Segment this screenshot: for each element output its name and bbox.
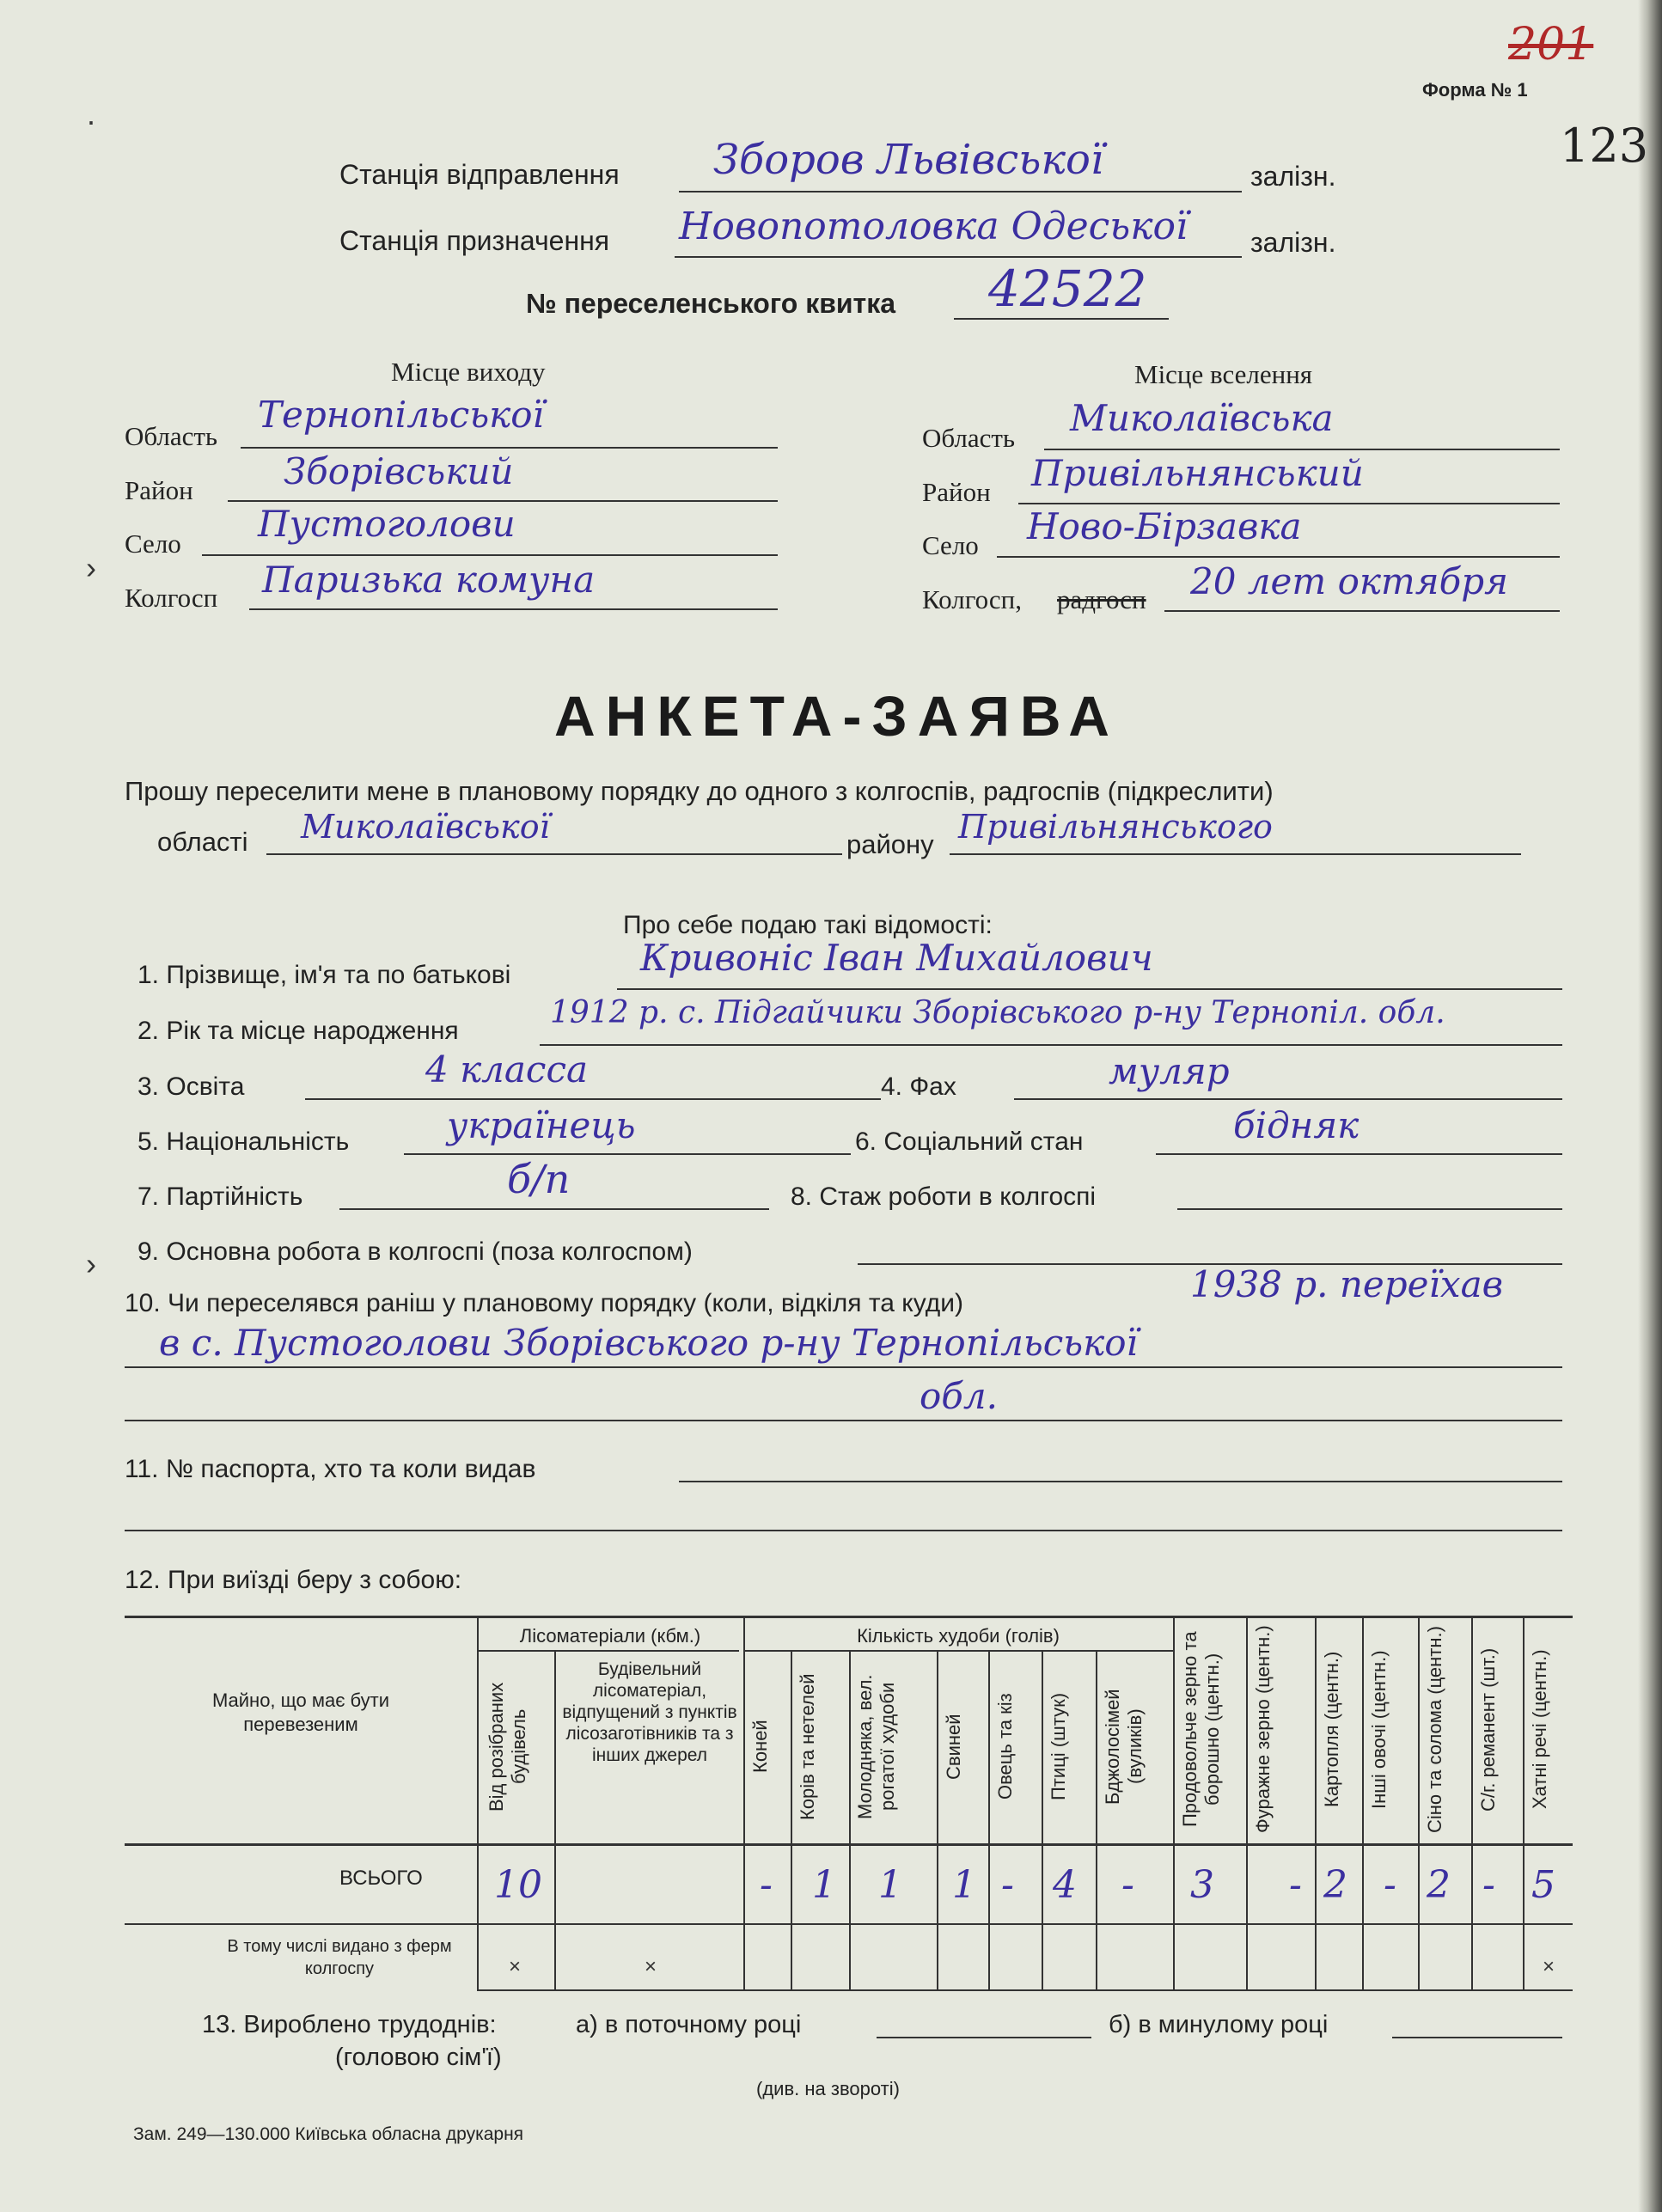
workdays-current-line [877,2037,1091,2038]
table-vline-1 [477,1616,479,1989]
departure-suffix: залізн. [1250,161,1336,192]
departure-value: Зборов Львівської [713,136,1104,184]
col-sheep: Овець та кіз [994,1693,1016,1800]
cattle-group-line [743,1650,1173,1652]
group-lumber: Лісоматеріали (кбм.) [519,1625,701,1647]
table-vline-2 [554,1650,556,1989]
table-vline-5 [849,1650,851,1989]
total-household: 5 [1531,1863,1555,1907]
dest-raion-label: Район [922,477,991,507]
col-from-dismantled: Від розібраних будівель [486,1682,529,1812]
dest-radhosp-struck: радгосп [1057,584,1146,614]
dest-oblast-line [1044,449,1560,450]
field-10-value-1: 1938 р. переїхав [1190,1263,1504,1305]
origin-heading: Місце виходу [391,357,546,387]
field-5-line [404,1153,851,1155]
total-bees: - [1121,1863,1134,1907]
field-7-line [339,1208,769,1210]
total-young-cattle: 1 [878,1863,902,1907]
table-vline-4 [791,1650,792,1989]
col-grain: Продовольче зерно та борошно (центн.) [1179,1631,1223,1828]
field-6-value: бідняк [1233,1104,1360,1146]
field-4-value: муляр [1109,1050,1230,1092]
table-vline-7 [988,1650,990,1989]
field-5-value: українець [447,1104,636,1146]
origin-oblast-line [241,447,778,449]
total-hay: 2 [1427,1863,1451,1907]
field-3-label: 3. Освіта [137,1072,245,1101]
request-oblast-value: Миколаївської [301,808,550,846]
col-potato: Картопля (центн.) [1321,1651,1342,1808]
table-vline-11 [1246,1616,1248,1989]
field-2-value: 1912 р. с. Підгайчики Зборівського р-ну Тернопіл. обл. [550,995,1445,1030]
table-top-border [125,1616,1573,1618]
about-heading: Про себе подаю такі відомості: [623,911,993,939]
dest-kolhosp-label: Колгосп, [922,584,1023,614]
origin-oblast-label: Область [125,421,218,451]
table-vline-10 [1173,1616,1175,1989]
destination-station-value: Новопотоловка Одеської [679,205,1188,248]
field-10-line-2 [125,1366,1562,1368]
total-fodder: - [1289,1863,1302,1907]
request-oblast-line [266,853,842,855]
field-4-label: 4. Фах [881,1072,956,1101]
field-1-line [617,988,1562,990]
origin-selo-value: Пустоголови [258,503,516,545]
archive-number-struck: 201 [1508,19,1594,70]
workdays-label: 13. Вироблено трудоднів: [202,2011,497,2038]
total-vegetables: - [1384,1863,1396,1907]
lumber-group-line [477,1650,739,1652]
form-number-label: Форма № 1 [1422,79,1528,101]
printer-imprint: Зам. 249—130.000 Київська обласна друкарня [133,2124,524,2144]
total-poultry: 4 [1053,1863,1077,1907]
origin-selo-label: Село [125,529,181,559]
origin-selo-line [202,554,778,556]
origin-kolhosp-label: Колгосп [125,583,218,613]
form-title: АНКЕТА-ЗАЯВА [554,684,1120,748]
dest-kolhosp-line [1164,610,1560,612]
col-cows: Корів та нетелей [797,1673,818,1820]
total-implements: - [1482,1863,1495,1907]
total-pigs: 1 [952,1863,976,1907]
ticket-label: № переселенського квитка [526,288,896,319]
field-10-line-3 [125,1420,1562,1421]
field-4-line [1014,1098,1562,1100]
table-vline-9 [1096,1650,1097,1989]
total-sheep: - [1001,1863,1014,1907]
col-household: Хатні речі (центн.) [1529,1649,1550,1810]
margin-tick-mark-2: › [86,1246,96,1281]
dest-oblast-value: Миколаївська [1070,397,1334,439]
field-2-label: 2. Рік та місце народження [137,1017,459,1045]
origin-kolhosp-line [249,608,778,610]
see-back-note: (див. на звороті) [756,2078,900,2099]
departure-line [679,191,1242,192]
col-fodder: Фуражне зерно (центн.) [1252,1625,1274,1834]
farm-cross-building: × [645,1955,657,1978]
field-3-value: 4 класса [425,1048,589,1091]
field-1-value: Кривоніс Іван Михайлович [640,937,1153,979]
field-3-line [305,1098,881,1100]
request-text: Прошу переселити мене в плановому порядку до одного з колгоспів, радгоспів (підкреслити) [125,776,1274,806]
dest-raion-line [1018,503,1560,504]
field-7-label: 7. Партійність [137,1182,303,1211]
table-vline-15 [1471,1616,1473,1989]
total-grain: 3 [1190,1863,1214,1907]
page-edge-shadow [1638,0,1662,2212]
workdays-last-label: б) в минулому році [1109,2011,1329,2038]
dest-heading: Місце вселення [1134,359,1313,389]
row-total-label: ВСЬОГО [339,1867,423,1890]
field-10-value-3: обл. [920,1375,999,1417]
col-young-cattle: Молодняка, вел. рогатої худоби [854,1674,898,1819]
field-8-label: 8. Стаж роботи в колгоспі [791,1182,1097,1211]
col-vegetables: Інші овочі (центн.) [1368,1650,1390,1809]
table-vline-3 [743,1616,745,1989]
field-10-value-2: в с. Пустоголови Зборівського р-ну Тернопільської [159,1322,1138,1364]
destination-station-label: Станція призначення [339,225,610,256]
field-11-line-2 [125,1530,1562,1531]
field-7-value: б/п [507,1156,571,1202]
workdays-last-line [1392,2037,1562,2038]
origin-oblast-value: Тернопільської [258,394,544,436]
col-horses: Коней [749,1720,771,1774]
dest-oblast-label: Область [922,423,1016,453]
request-raion-label: району [846,829,934,859]
row-farm-label: В тому числі видано з ферм колгоспу [227,1937,452,1978]
origin-kolhosp-value: Паризька комуна [262,559,596,601]
group-cattle: Кількість худоби (голів) [857,1625,1060,1647]
col-poultry: Птиці (штук) [1048,1692,1069,1801]
field-6-label: 6. Соціальний стан [855,1127,1084,1156]
ticket-line [954,318,1169,320]
field-10-label: 10. Чи переселявся раніш у плановому порядку (коли, відкіля та куди) [125,1289,964,1317]
table-vline-8 [1042,1650,1043,1989]
farm-row-bottom [477,1989,1573,1991]
col-property: Майно, що має бути перевезеним [211,1690,390,1735]
dest-selo-line [997,556,1560,558]
request-raion-line [950,853,1521,855]
field-5-label: 5. Національність [137,1127,350,1156]
dest-kolhosp-value: 20 лет октября [1190,560,1508,602]
destination-station-line [675,256,1242,258]
table-vline-16 [1523,1616,1525,1989]
col-hay: Сіно та солома (центн.) [1424,1626,1445,1833]
col-building-lumber: Будівельний лісоматеріал, відпущений з пунктів лісозаготівників та з інших джерел [562,1659,737,1765]
table-vline-6 [937,1650,938,1989]
archive-number: 123 [1560,119,1649,173]
col-bees: Бджолосімей (вуликів) [1102,1689,1146,1805]
ticket-value: 42522 [988,260,1147,318]
field-8-line [1177,1208,1562,1210]
field-11-label: 11. № паспорта, хто та коли видав [125,1455,536,1483]
margin-tick-mark: › [86,550,96,585]
dest-selo-label: Село [922,530,979,560]
destination-station-suffix: залізн. [1250,227,1336,258]
col-implements: С/г. реманент (шт.) [1477,1647,1499,1812]
field-2-line [540,1044,1562,1046]
table-vline-13 [1362,1616,1364,1989]
field-12-label: 12. При виїзді беру з собою: [125,1566,462,1594]
total-cows: 1 [812,1863,836,1907]
farm-cross-household: × [1543,1955,1555,1978]
request-oblast-label: області [157,827,248,857]
workdays-sub: (головою сім'ї) [335,2044,502,2071]
field-1-label: 1. Прізвище, ім'я та по батькові [137,961,511,989]
workdays-current-label: а) в поточному році [576,2011,802,2038]
origin-raion-line [228,500,778,502]
farm-cross-dismantled: × [509,1955,522,1978]
origin-raion-value: Зборівський [284,450,514,492]
total-potato: 2 [1323,1863,1347,1907]
total-from-dismantled: 10 [494,1863,542,1907]
dest-selo-value: Ново-Бірзавка [1027,505,1302,547]
total-horses: - [760,1863,773,1907]
table-vline-12 [1315,1616,1317,1989]
field-6-line [1156,1153,1562,1155]
hole-punch-mark: · [86,103,96,138]
departure-label: Станція відправлення [339,159,620,190]
dest-raion-value: Привільнянський [1031,452,1364,494]
request-raion-value: Привільнянського [958,808,1273,846]
col-pigs: Свиней [943,1714,964,1780]
field-11-line [679,1481,1562,1482]
table-vline-14 [1418,1616,1420,1989]
origin-raion-label: Район [125,475,193,505]
field-9-label: 9. Основна робота в колгоспі (поза колгоспом) [137,1237,693,1266]
